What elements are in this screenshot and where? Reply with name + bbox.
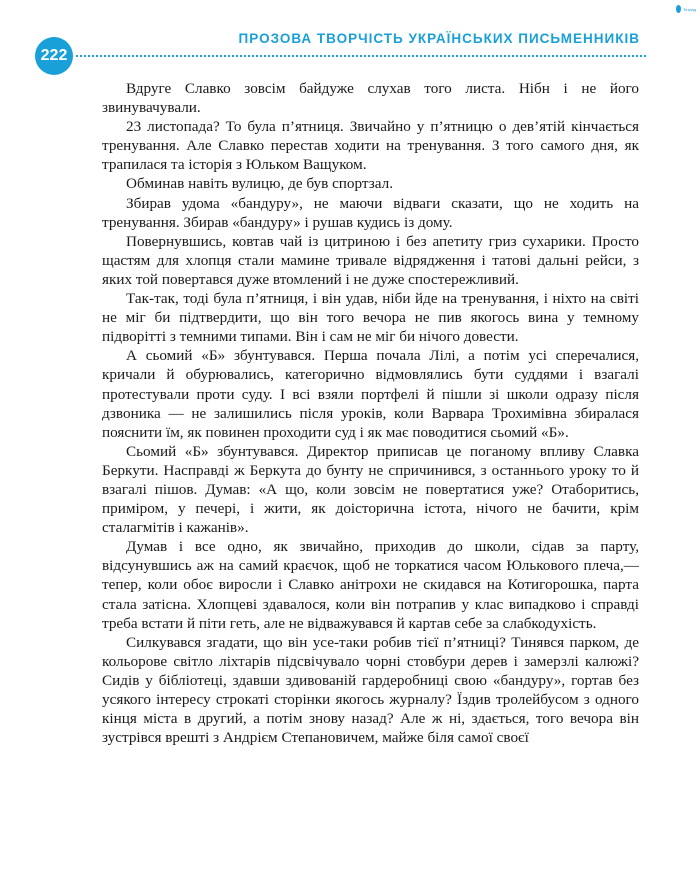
section-title: ПРОЗОВА ТВОРЧІСТЬ УКРАЇНСЬКИХ ПИСЬМЕННИКІВ xyxy=(233,31,640,46)
paragraph: Так-так, тоді була п’ятниця, і він удав, ніби йде на тренування, і ніхто на світі не міг би підтвердити, що він того вечора не пив якогось вина у темному підворітті з темними типами. Він і сам не міг би нічого довести. xyxy=(102,290,639,346)
header-divider xyxy=(76,55,646,57)
paragraph: Силкувався згадати, що він усе-таки робив тієї п’ятниці? Тинявся парком, де кольорове світло ліхтарів підсвічувало чорні стовбури дерев і замерзлі калюжі? Сидів у бібліотеці, здавши здивованій гардеробниці свою «бандуру», гортав без усякого інтересу строкаті сторінки якогось журналу? Їздив тролейбусом з одного кінця міста в другий, а потім знову назад? Але ж ні, здається, того вечора він зустрівся врешті з Андрієм Степановичем, майже біля самої своєї xyxy=(102,633,639,747)
publisher-logo xyxy=(676,4,696,14)
paragraph: Вдруге Славко зовсім байдуже слухав того листа. Нібн і не його звинувачували. xyxy=(102,80,639,117)
logo-mark-icon xyxy=(676,5,681,13)
paragraph: Повернувшись, ковтав чай із цитриною і без апетиту гриз сухарики. Просто щастям для хлопця стали мамине тривале відрядження і татові дальні рейси, з яких той повертався дуже втомлений і не дуже спостережливий. xyxy=(102,232,639,288)
logo-text: Тетрад xyxy=(683,6,696,12)
paragraph: Сьомий «Б» збунтувався. Директор приписав це поганому впливу Славка Беркути. Насправді ж Беркута до бунту не спричинився, з останнього уроку то й взагалі пішов. Думав: «А що, коли зовсім не повертатися уже? Отаборитись, приміром, у печері, і жити, як доісторична істота, нічого не бачити, крім сталагмітів і кажанів». xyxy=(102,442,639,537)
paragraph: А сьомий «Б» збунтувався. Перша почала Лілі, а потім усі сперечалися, кричали й обурювались, категорично відмовлялись бути суддями і взагалі протестували проти суду. І всі взяли портфелі й пішли зі школи одразу після дзвоника — не залишились після уроків, коли Варвара Трохимівна збиралася пояснити їм, як повинен проходити суд і як має поводитися сьомий «Б». xyxy=(102,347,639,441)
paragraph: Збирав удома «бандуру», не маючи відваги сказати, що не ходить на тренування. Збирав «бандуру» і рушав кудись із дому. xyxy=(102,194,639,231)
paragraph: Думав і все одно, як звичайно, приходив до школи, сідав за парту, відсунувшись аж на самий краєчок, щоб не торкатися часом Юлькового плеча,— тепер, коли обоє виросли і Славко анітрохи не скидався на Котигорошка, парта стала затісна. Хлопцеві здавалося, коли він потрапив у клас випадково і справді треба встати й піти геть, але не відважувався й картав себе за слабкодухість. xyxy=(102,538,639,632)
text-body xyxy=(102,79,639,747)
page-number-badge: 222 xyxy=(35,37,73,75)
paragraph: 23 листопада? То була п’ятниця. Звичайно у п’ятницю о дев’ятій кінчається тренування. Але Славко перестав ходити на тренування. З того самого дня, як трапилася та історія з Юльком Ващуком. xyxy=(102,118,639,174)
paragraph: Обминав навіть вулицю, де був спортзал. xyxy=(126,175,393,193)
